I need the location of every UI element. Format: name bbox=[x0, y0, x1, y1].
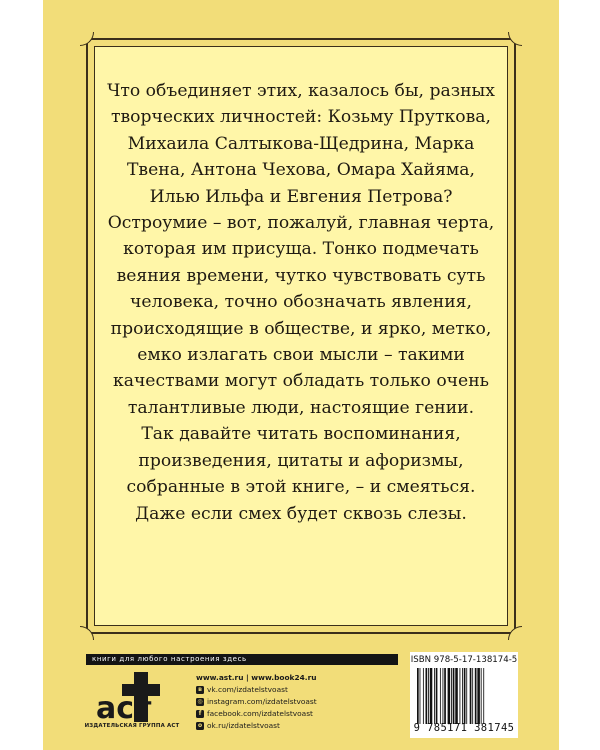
social-link-facebook[interactable] bbox=[196, 708, 317, 720]
series-tagline-band: книги для любого настроения здесь bbox=[86, 654, 398, 665]
facebook-icon: f bbox=[196, 710, 204, 718]
social-link-vk[interactable] bbox=[196, 684, 317, 696]
description-line: происходящие в обществе, и ярко, метко, bbox=[110, 318, 492, 339]
social-link-instagram[interactable] bbox=[196, 696, 317, 708]
publisher-name: ИЗДАТЕЛЬСКАЯ ГРУППА АСТ bbox=[84, 723, 180, 729]
description-line: Твена, Антона Чехова, Омара Хайяма, bbox=[126, 160, 476, 181]
frame-corner-bottom-right bbox=[508, 626, 522, 640]
barcode-image bbox=[416, 668, 514, 724]
frame-corner-top-left bbox=[80, 32, 94, 46]
description-line: веяния времени, чутко чувствовать суть bbox=[116, 265, 486, 286]
frame-corner-top-right bbox=[508, 32, 522, 46]
description-line: Михаила Салтыкова-Щедрина, Марка bbox=[127, 133, 475, 154]
ast-logo bbox=[90, 670, 170, 726]
barcode-number: 9 785171 381745 bbox=[413, 722, 515, 734]
isbn-barcode-block bbox=[410, 652, 518, 738]
description-line: емко излагать свои мысли – такими bbox=[137, 345, 465, 366]
description-line: собранные в этой книге, – и смеяться. bbox=[126, 477, 476, 498]
description-line: Так давайте читать воспоминания, bbox=[141, 424, 461, 445]
description-line: Остроумие – вот, пожалуй, главная черта, bbox=[107, 213, 495, 234]
social-link-text: instagram.com/izdatelstvoast bbox=[207, 697, 317, 706]
frame-corner-bottom-left bbox=[80, 626, 94, 640]
book-description bbox=[94, 78, 508, 527]
social-link-odnoklassniki[interactable] bbox=[196, 720, 317, 732]
vk-icon: в bbox=[196, 686, 204, 694]
odnoklassniki-icon: о bbox=[197, 722, 203, 729]
social-link-text: facebook.com/izdatelstvoast bbox=[207, 709, 313, 718]
social-link-text: vk.com/izdatelstvoast bbox=[207, 685, 288, 694]
publisher-contacts bbox=[196, 672, 317, 732]
description-line: которая им присуща. Тонко подмечать bbox=[123, 239, 479, 260]
description-line: талантливые люди, настоящие гении. bbox=[127, 397, 475, 418]
description-line: произведения, цитаты и афоризмы, bbox=[138, 450, 464, 471]
description-line: Илью Ильфа и Евгения Петрова? bbox=[149, 186, 453, 207]
isbn-label: ISBN 978-5-17-138174-5 bbox=[410, 655, 518, 665]
description-line: человека, точно обозначать явления, bbox=[130, 292, 472, 313]
description-line: качествами могут обладать только очень bbox=[112, 371, 490, 392]
social-link-text: ok.ru/izdatelstvoast bbox=[207, 721, 280, 730]
description-line: творческих личностей: Козьму Пруткова, bbox=[110, 107, 492, 128]
description-line: Даже если смех будет сквозь слезы. bbox=[135, 503, 467, 524]
website-links[interactable]: www.ast.ru | www.book24.ru bbox=[196, 673, 317, 682]
logo-wordmark: аст bbox=[96, 691, 152, 726]
instagram-icon: ◎ bbox=[197, 698, 203, 705]
description-line: Что объединяет этих, казалось бы, разных bbox=[107, 81, 495, 101]
